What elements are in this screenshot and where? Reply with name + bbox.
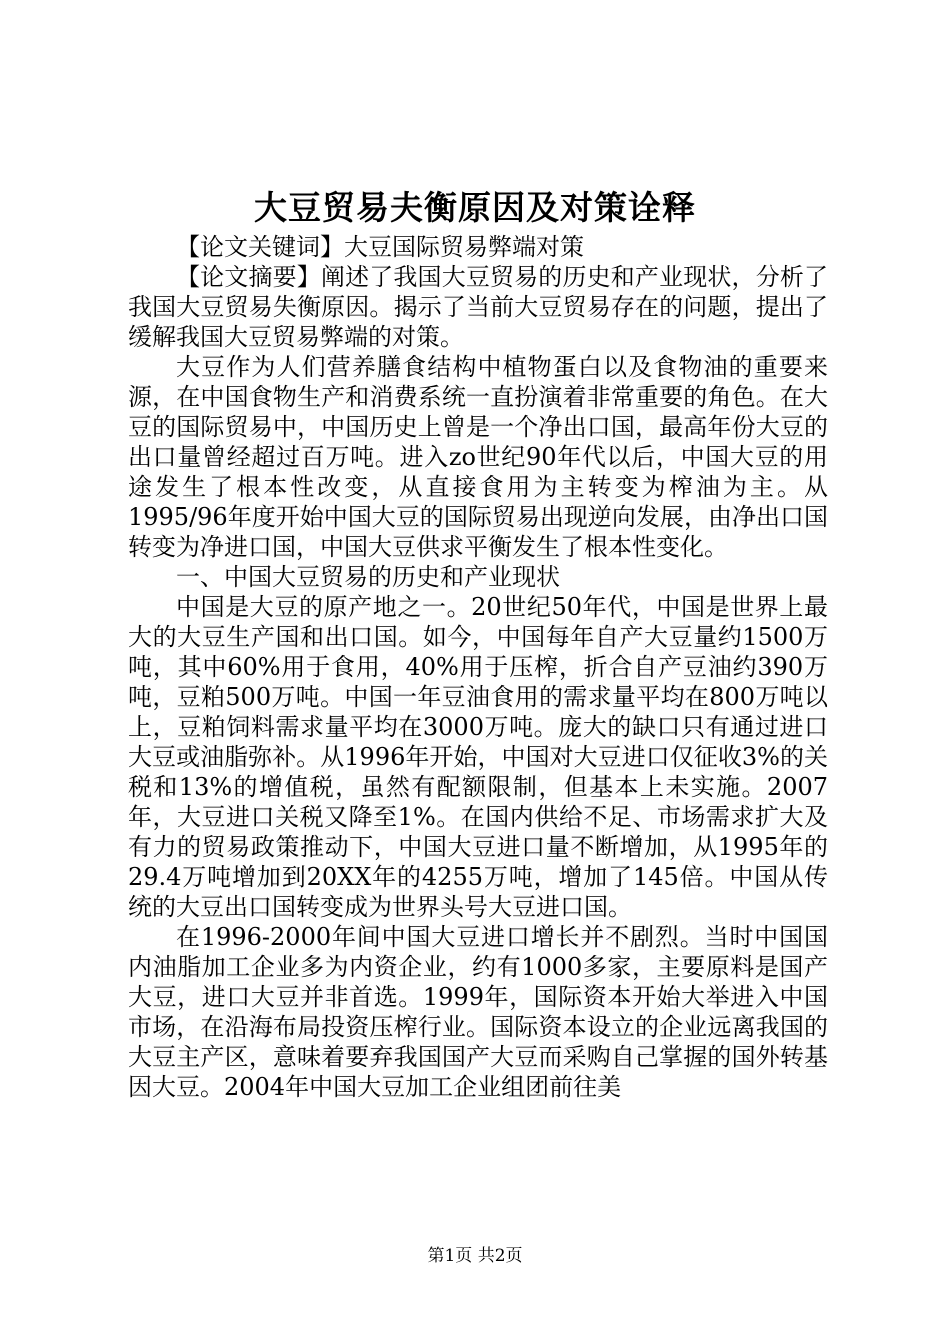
keywords-paragraph: 【论文关键词】大豆国际贸易弊端对策 [176,233,584,261]
document-body [128,232,828,1102]
abstract-paragraph: 【论文摘要】阐述了我国大豆贸易的历史和产业现状，分析了我国大豆贸易失衡原因。揭示了当前大豆贸易存在的问题，提出了缓解我国大豆贸易弊端的对策。 [128,263,828,351]
body-paragraph-2: 中国是大豆的原产地之一。20世纪50年代，中国是世界上最大的大豆生产国和出口国。如今，中国每年自产大豆量约1500万吨，其中60%用于食用，40%用于压榨，折合自产豆油约390万吨，豆粕500万吨。中国一年豆油食用的需求量平均在800万吨以上，豆粕饲料需求量平均在3000万吨。庞大的缺口只有通过进口大豆或油脂弥补。从1996年开始，中国对大豆进口仅征收3%的关税和13%的增值税，虽然有配额限制，但基本上未实施。2007年，大豆进口关税又降至1%。在国内供给不足、市场需求扩大及有力的贸易政策推动下，中国大豆进口量不断增加，从1995年的29.4万吨增加到20XX年的4255万吨，增加了145倍。中国从传统的大豆出口国转变成为世界头号大豆进口国。 [128,593,828,921]
body-paragraph-1: 大豆作为人们营养膳食结构中植物蛋白以及食物油的重要来源，在中国食物生产和消费系统一直扮演着非常重要的角色。在大豆的国际贸易中，中国历史上曾是一个净出口国，最高年份大豆的出口量曾经超过百万吨。进入zo世纪90年代以后，中国大豆的用途发生了根本性改变，从直接食用为主转变为榨油为主。从1995/96年度开始中国大豆的国际贸易出现逆向发展，由净出口国转变为净进口国，中国大豆供求平衡发生了根本性变化。 [128,353,828,561]
page-footer: 第1页 共2页 [427,1246,523,1266]
section-heading: 一、中国大豆贸易的历史和产业现状 [176,563,560,591]
document-title: 大豆贸易夫衡原因及对策诠释 [254,188,696,227]
body-paragraph-3: 在1996-2000年间中国大豆进口增长并不剧烈。当时中国国内油脂加工企业多为内资企业，约有1000多家，主要原料是国产大豆，进口大豆并非首选。1999年，国际资本开始大举进入中国市场，在沿海布局投资压榨行业。国际资本设立的企业远离我国的大豆主产区，意味着要弃我国国产大豆而采购自己掌握的国外转基因大豆。2004年中国大豆加工企业组团前往美 [128,923,828,1101]
